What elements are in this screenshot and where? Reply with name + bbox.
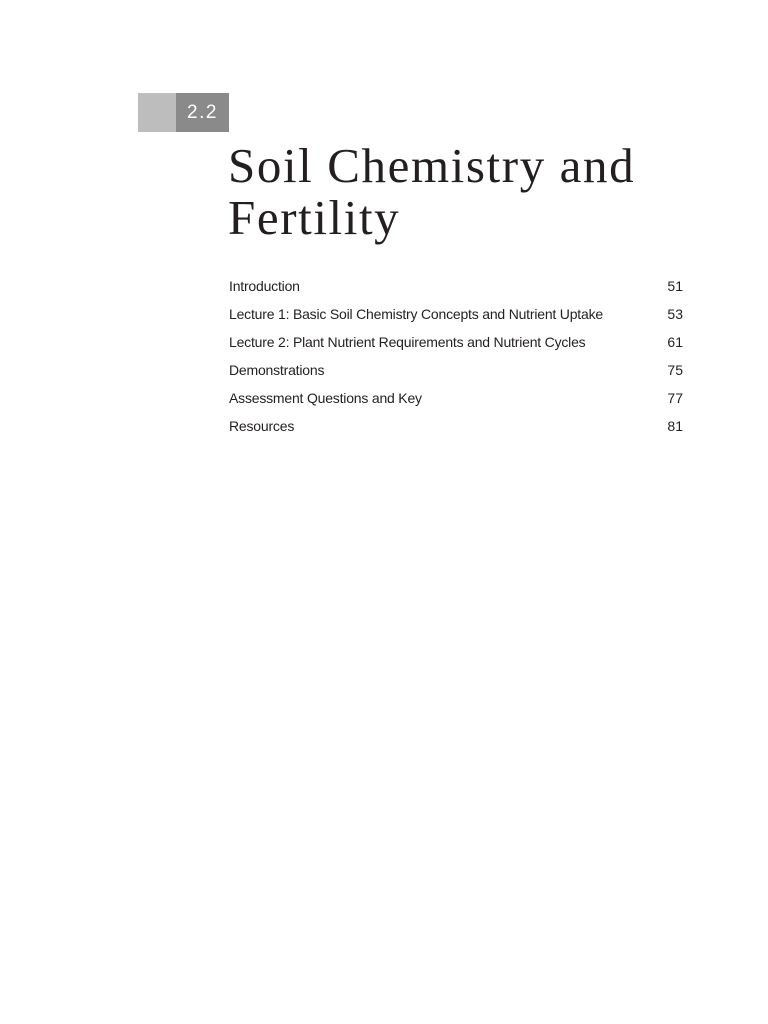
toc-item-resources[interactable] — [229, 414, 683, 442]
toc-item-label: Lecture 2: Plant Nutrient Requirements and Nutrient Cycles — [229, 334, 586, 350]
section-number-badge — [176, 93, 229, 132]
toc-item-page: 77 — [667, 390, 683, 406]
chapter-title-line-1: Soil Chemistry and — [228, 138, 636, 193]
toc-item-page: 53 — [667, 306, 683, 322]
toc-item-label: Demonstrations — [229, 362, 325, 378]
toc-item-page: 61 — [667, 334, 683, 350]
toc-item-assessment[interactable] — [229, 386, 683, 414]
toc-item-label: Introduction — [229, 278, 300, 294]
toc-item-lecture-1[interactable] — [229, 302, 683, 330]
toc-item-label: Resources — [229, 418, 295, 434]
toc-item-label: Assessment Questions and Key — [229, 390, 422, 406]
toc-item-label: Lecture 1: Basic Soil Chemistry Concepts and Nutrient Uptake — [229, 306, 603, 322]
toc-item-lecture-2[interactable] — [229, 330, 683, 358]
chapter-title-line-2: Fertility — [228, 190, 401, 245]
toc-item-introduction[interactable] — [229, 274, 683, 302]
section-number: 2.2 — [187, 101, 218, 123]
toc-item-page: 81 — [667, 418, 683, 434]
toc-item-page: 51 — [667, 278, 683, 294]
chapter-title — [228, 140, 728, 244]
toc-item-demonstrations[interactable] — [229, 358, 683, 386]
section-tab-accent — [138, 93, 176, 132]
table-of-contents — [229, 274, 683, 442]
toc-item-page: 75 — [667, 362, 683, 378]
